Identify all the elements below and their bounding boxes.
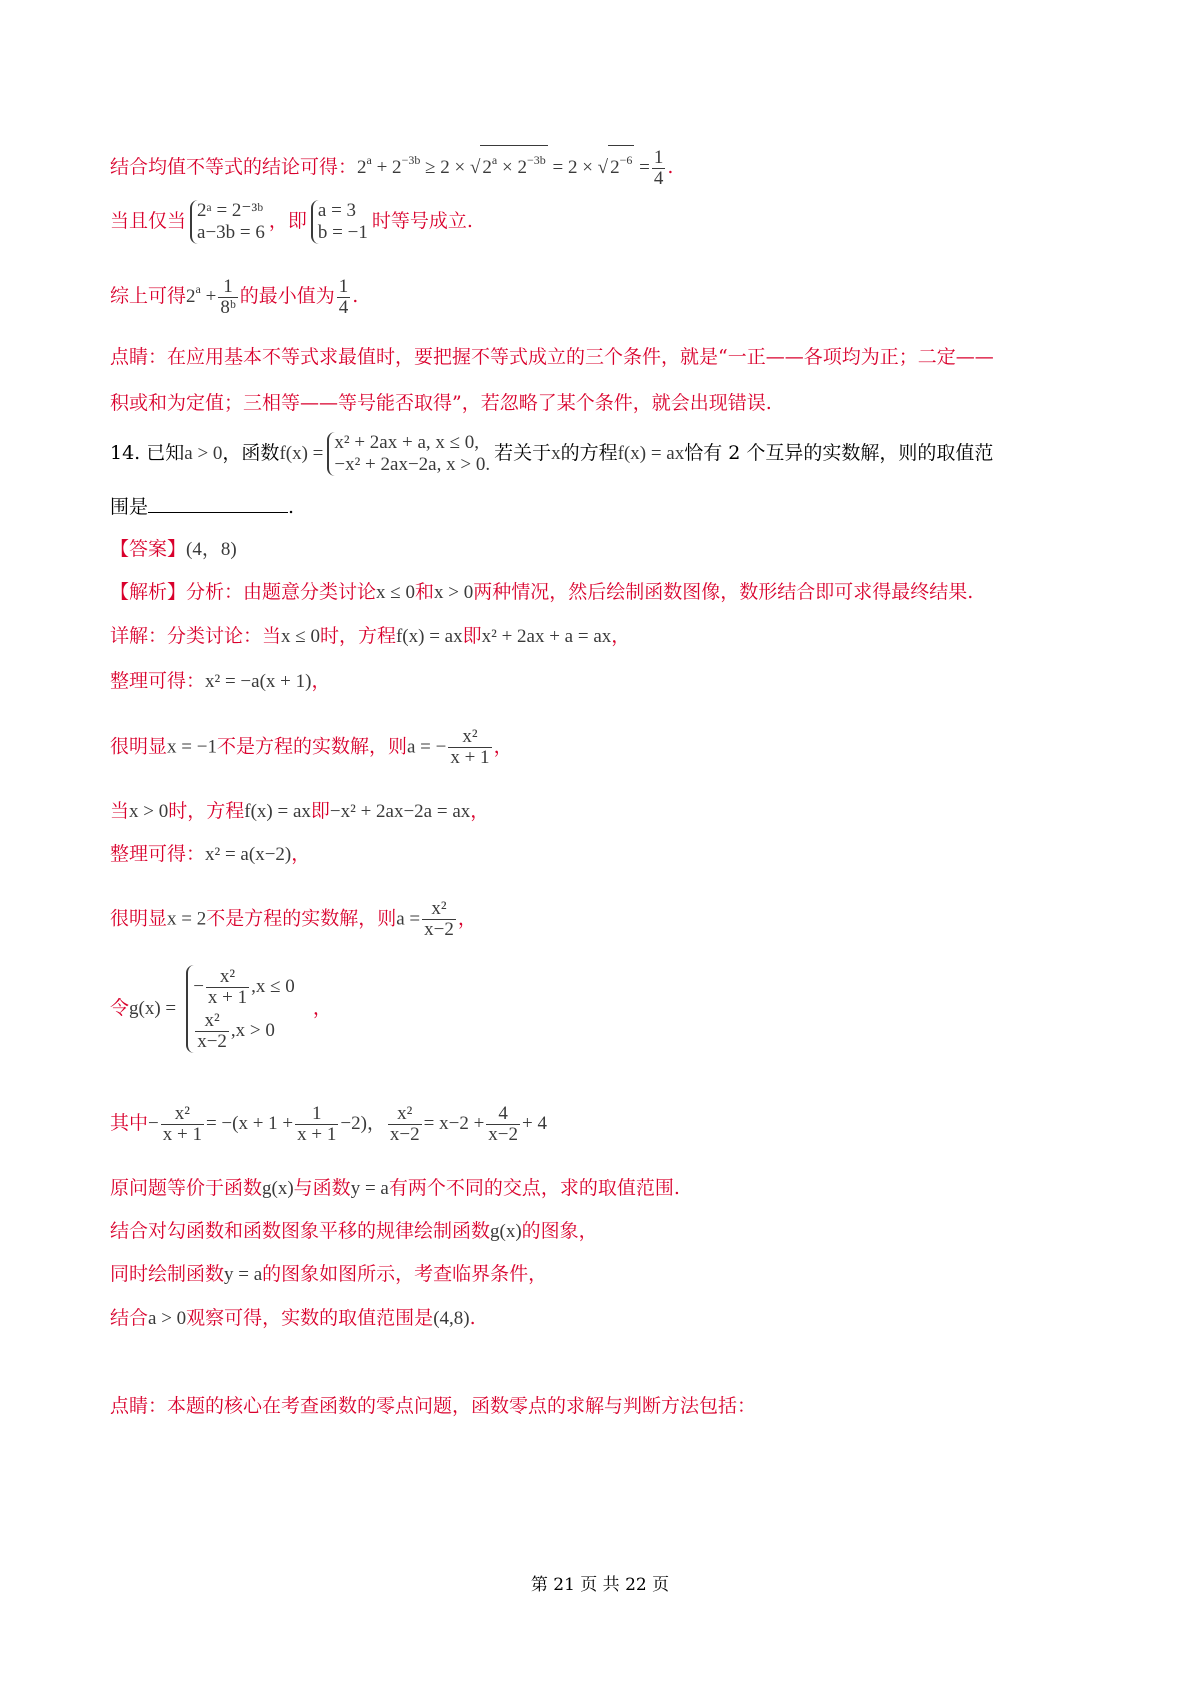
- problem-14-statement: 14. 已知a > 0，函数f(x) = x² + 2ax + a, x ≤ 0, −x² + 2ax−2a, x > 0. 若关于x的方程f(x) = ax恰有 2 个互异的实数解，则的取值范: [110, 432, 994, 475]
- formula-inequality: $2^a + 2^{-3b} \ge 2$ × √ $2^a \times 2^{-3b} = 2$ × √ $2^{-6}$ = $\frac{1}{4}$: [357, 157, 667, 178]
- analysis-line: 【解析】分析：由题意分类讨论x ≤ 0和x > 0两种情况，然后绘制函数图像，数形结合即可求得最终结果.: [110, 581, 974, 603]
- answer-line: [110, 535, 237, 564]
- draw-y-a-graph: 同时绘制函数y = a的图象如图所示，考查临界条件，: [110, 1263, 548, 1285]
- simplify-case-2: 整理可得：x² = a(x−2)，: [110, 843, 311, 865]
- text: 结合均值不等式的结论可得：: [110, 156, 358, 178]
- tip-zero-points: 点睛：本题的核心在考查函数的零点问题，函数零点的求解与判断方法包括：: [110, 1395, 757, 1417]
- draw-g-graph: 结合对勾函数和函数图象平移的规律绘制函数g(x)的图象，: [110, 1220, 598, 1242]
- simplify-case-1: 整理可得：x² = −a(x + 1)，: [110, 670, 331, 692]
- line-am-gm-conclusion: 结合均值不等式的结论可得：$2^a + 2^{-3b} \ge 2$ × √ $2^a \times 2^{-3b} = 2$ × √ $2^{-6}$ = $\frac{1}{4}$ .: [110, 145, 673, 189]
- piecewise-definition: x² + 2ax + a, x ≤ 0, −x² + 2ax−2a, x > 0.: [327, 432, 490, 476]
- equivalent-problem: 原问题等价于函数g(x)与函数y = a有两个不同的交点，求的取值范围.: [110, 1177, 680, 1199]
- solve-a-case-2: 很明显x = 2不是方程的实数解，则a = $\frac{\text{x²}}{x-2}$ ，: [110, 898, 477, 940]
- tip-paragraph-line-2: 积或和为定值；三相等——等号能否取得”，若忽略了某个条件，就会出现错误.: [110, 392, 772, 414]
- detail-case-1: 详解：分类讨论：当x ≤ 0时，方程f(x) = ax即x² + 2ax + a = ax，: [110, 625, 631, 647]
- answer-value: (4，8): [186, 539, 237, 560]
- rewrite-expressions: 其中− $\frac{\text{x²}}{x + 1}$ = −(x + 1 + $\frac{1}{x + 1}$ −2)， $\frac{\text{x²}}{x-2}$ = x−2 + $\frac{4}{x-2}$ + 4: [110, 1103, 547, 1145]
- line-equality-condition: 当且仅当 2ᵃ = 2⁻³ᵇ a−3b = 6 ，即 a = 3 b = −1 时等号成立.: [110, 200, 473, 243]
- page-footer: 第 21 页 共 22 页: [530, 1575, 670, 1595]
- answer-blank: [148, 492, 288, 513]
- formula-expression: $2^a$ + $\frac{1}{\text{8ᵇ}}$: [186, 276, 236, 319]
- problem-14-blank-line: 围是 .: [110, 492, 294, 521]
- answer-label: 【答案】: [110, 538, 187, 560]
- analysis-label: 【解析】: [110, 581, 187, 603]
- line-minimum-value: 综上可得$2^a$ + $\frac{1}{\text{8ᵇ}}$ 的最小值为 $\frac{1}{4}$ .: [110, 275, 359, 319]
- text: 当且仅当: [110, 210, 187, 232]
- range-conclusion: 结合a > 0观察可得，实数的取值范围是(4,8).: [110, 1307, 476, 1329]
- detail-case-2: 当x > 0时，方程f(x) = ax即−x² + 2ax−2a = ax，: [110, 800, 490, 822]
- g-piecewise: − $\frac{\text{x²}}{x + 1}$ ,x ≤ 0 $\frac{\text{x²}}{x-2}$ ,x > 0: [186, 965, 295, 1053]
- tip-paragraph-line-1: 点睛：在应用基本不等式求最值时，要把握不等式成立的三个条件，就是“一正——各项均为正；二定——: [110, 346, 994, 368]
- solve-a-case-1: 很明显x = −1不是方程的实数解，则a = − $\frac{\text{x²}}{x + 1}$ ，: [110, 726, 513, 768]
- equation-system-1: 2ᵃ = 2⁻³ᵇ a−3b = 6: [190, 200, 265, 244]
- define-g: 令g(x) = − $\frac{\text{x²}}{x + 1}$ ,x ≤ 0 $\frac{\text{x²}}{x-2}$ ,x > 0 ，: [110, 966, 332, 1053]
- rewrite-formula: − $\frac{\text{x²}}{x + 1}$ = −(x + 1 + $\frac{1}{x + 1}$ −2)， $\frac{\text{x²}}{x-2}$ = x−2 + $\frac{4}{x-2}$ + 4: [148, 1103, 547, 1145]
- equation-system-2: a = 3 b = −1: [311, 200, 368, 244]
